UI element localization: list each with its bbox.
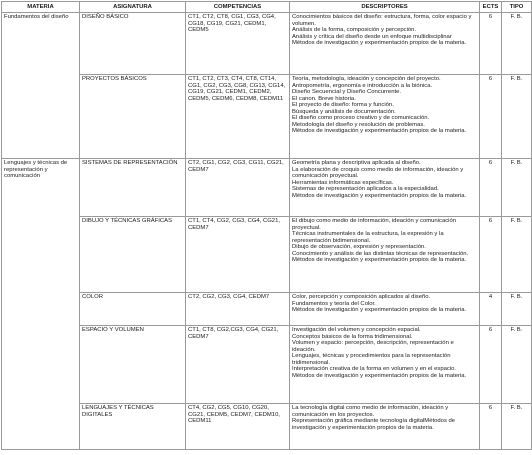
table-row xyxy=(2,293,532,326)
competencias-cell: CT4, CG2, CG5, CG10, CG20, CG21, CEDM5, CEDM7, CEDM10, CEDM11 xyxy=(186,404,290,450)
descriptor-line: Métodos de investigación y experimentación propios de la materia. xyxy=(292,192,467,199)
descriptor-line: El diseño como proceso creativo y de comunicación. xyxy=(292,115,430,122)
descriptor-line: Búsqueda y análisis de documentación. xyxy=(292,108,396,115)
tipo-cell: F. B. xyxy=(502,293,532,326)
descriptores-cell xyxy=(290,217,480,293)
tipo-cell: F. B. xyxy=(502,159,532,217)
table-row xyxy=(2,217,532,293)
descriptor-line: La elaboración de croquis como medio de información, ideación y comunicación proyectual. xyxy=(292,166,464,180)
competencias-cell: CT1, CT2, CT8, CG1, CG3, CG4, CG18, CG19, CG21, CEDM1, CEDM5 xyxy=(186,13,290,75)
descriptor-line: Investigación del volumen y concepción espacial. xyxy=(292,327,421,333)
descriptores-cell xyxy=(290,159,480,217)
materia-cell: Lenguajes y técnicas de representación y comunicación xyxy=(2,159,80,450)
ects-cell: 6 xyxy=(480,404,502,450)
descriptor-line: El canon. Breve historia. xyxy=(292,95,356,102)
curriculum-table-container xyxy=(1,1,531,453)
descriptor-line: El proyecto de diseño: forma y función. xyxy=(292,102,394,109)
asignatura-cell: ESPACIO Y VOLUMEN xyxy=(80,326,186,404)
descriptor-line: Diseño Secuencial y Diseño Concurrente. xyxy=(292,89,402,96)
tipo-cell: F. B. xyxy=(502,217,532,293)
tipo-cell: F. B. xyxy=(502,404,532,450)
descriptor-line: Interpretación creativa de la forma en volumen y en el espacio. xyxy=(292,366,457,373)
asignatura-cell: LENGUAJES Y TÉCNICAS DIGITALES xyxy=(80,404,186,450)
descriptor-line: Metodología del diseño y resolución de problemas. xyxy=(292,121,425,128)
descriptores-cell xyxy=(290,404,480,450)
ects-cell: 6 xyxy=(480,326,502,404)
descriptor-line: Análisis de la forma, composición y percepción. xyxy=(292,27,417,34)
descriptores-cell xyxy=(290,75,480,159)
header-ects: ECTS xyxy=(480,2,502,13)
descriptor-line: Análisis y crítica del diseño desde un enfoque multidisciplinar xyxy=(292,33,452,40)
table-row xyxy=(2,159,532,217)
tipo-cell: F. B. xyxy=(502,75,532,159)
header-asignatura: ASIGNATURA xyxy=(80,2,186,13)
descriptor-line: Antropometría, ergonomía e introducción a la biónica. xyxy=(292,82,433,89)
descriptor-line: Técnicas instrumentales de la estructura, la expresión y la representación bidimensional. xyxy=(292,231,444,244)
descriptor-line: Fundamentos y teoría del Color. xyxy=(292,300,376,307)
competencias-cell: CT1, CT2, CT3, CT4, CT8, CT14, CG1, CG2, CG3, CG8, CG13, CG14, CG19, CG21, CEDM1, CEDM2, CEDM5, CEDM6, CEDM8, CEDM11 xyxy=(186,75,290,159)
header-tipo: TIPO xyxy=(502,2,532,13)
table-row xyxy=(2,404,532,450)
curriculum-table xyxy=(1,1,532,450)
ects-cell: 6 xyxy=(480,217,502,293)
descriptor-line: Conceptos básicos de la forma tridimensional. xyxy=(292,333,413,340)
descriptor-line: Lenguajes, técnicas y procedimientos para la representación tridimensional. xyxy=(292,353,451,366)
table-header-row xyxy=(2,2,532,13)
asignatura-cell: SISTEMAS DE REPRESENTACIÓN xyxy=(80,159,186,217)
asignatura-cell: DISEÑO BÁSICO xyxy=(80,13,186,75)
descriptores-cell xyxy=(290,293,480,326)
tipo-cell: F. B. xyxy=(502,13,532,75)
descriptor-line: El dibujo como medio de información, ideación y comunicación proyectual. xyxy=(292,218,457,231)
descriptor-line: La tecnología digital como medio de información, ideación y comunicación en los proyectos. xyxy=(292,405,449,418)
header-competencias: COMPETENCIAS xyxy=(186,2,290,13)
descriptor-line: Métodos de investigación y experimentación propios de la materia. xyxy=(292,257,467,264)
descriptor-line: Conocimiento y análisis de las distintas técnicas de representación. xyxy=(292,250,469,257)
descriptores-cell xyxy=(290,326,480,404)
ects-cell: 6 xyxy=(480,75,502,159)
competencias-cell: CT1, CT4, CG2, CG3, CG4, CG21, CEDM7 xyxy=(186,217,290,293)
header-descriptores: DESCRIPTORES xyxy=(290,2,480,13)
asignatura-cell: COLOR xyxy=(80,293,186,326)
descriptor-line: Geometría plana y descriptiva aplicada al diseño. xyxy=(292,160,421,166)
descriptor-line: Color, percepción y composición aplicados al diseño. xyxy=(292,294,431,300)
descriptor-line: Teoría, metodología, ideación y concepción del proyecto. xyxy=(292,76,441,82)
descriptor-line: Representación gráfica mediante tecnología digitalMétodos de investigación y experimentación propios de la materia. xyxy=(292,418,456,431)
ects-cell: 4 xyxy=(480,293,502,326)
descriptor-line: Volumen y espacio: percepción, descripción, representación e ideación. xyxy=(292,340,454,353)
descriptor-line: Métodos de investigación y experimentación propios de la materia. xyxy=(292,307,467,314)
descriptor-line: Métodos de investigación y experimentación propios de la materia. xyxy=(292,40,467,47)
ects-cell: 6 xyxy=(480,159,502,217)
table-row xyxy=(2,75,532,159)
table-row xyxy=(2,13,532,75)
ects-cell: 6 xyxy=(480,13,502,75)
competencias-cell: CT1, CT8, CG2,CG3, CG4, CG21, CEDM7 xyxy=(186,326,290,404)
asignatura-cell: PROYECTOS BÁSICOS xyxy=(80,75,186,159)
header-materia: MATERIA xyxy=(2,2,80,13)
asignatura-cell: DIBUJO Y TÉCNICAS GRÁFICAS xyxy=(80,217,186,293)
descriptor-line: Métodos de investigación y experimentación propios de la materia. xyxy=(292,372,467,379)
competencias-cell: CT2, CG2, CG3, CG4, CEDM7 xyxy=(186,293,290,326)
descriptor-line: Conocimientos básicos del diseño: estructura, forma, color espacio y volumen. xyxy=(292,14,472,27)
tipo-cell: F. B. xyxy=(502,326,532,404)
competencias-cell: CT2, CG1, CG2, CG3, CG11, CG21, CEDM7 xyxy=(186,159,290,217)
materia-cell: Fundamentos del diseño xyxy=(2,13,80,159)
table-row xyxy=(2,326,532,404)
descriptores-cell xyxy=(290,13,480,75)
descriptor-line: Sistemas de representación aplicados a la especialidad. xyxy=(292,186,439,193)
descriptor-line: Métodos de investigación y experimentación propios de la materia. xyxy=(292,128,467,135)
descriptor-line: Dibujo de observación, expresión y representación. xyxy=(292,244,426,251)
descriptor-line: Herramientas informáticas específicas. xyxy=(292,179,394,186)
